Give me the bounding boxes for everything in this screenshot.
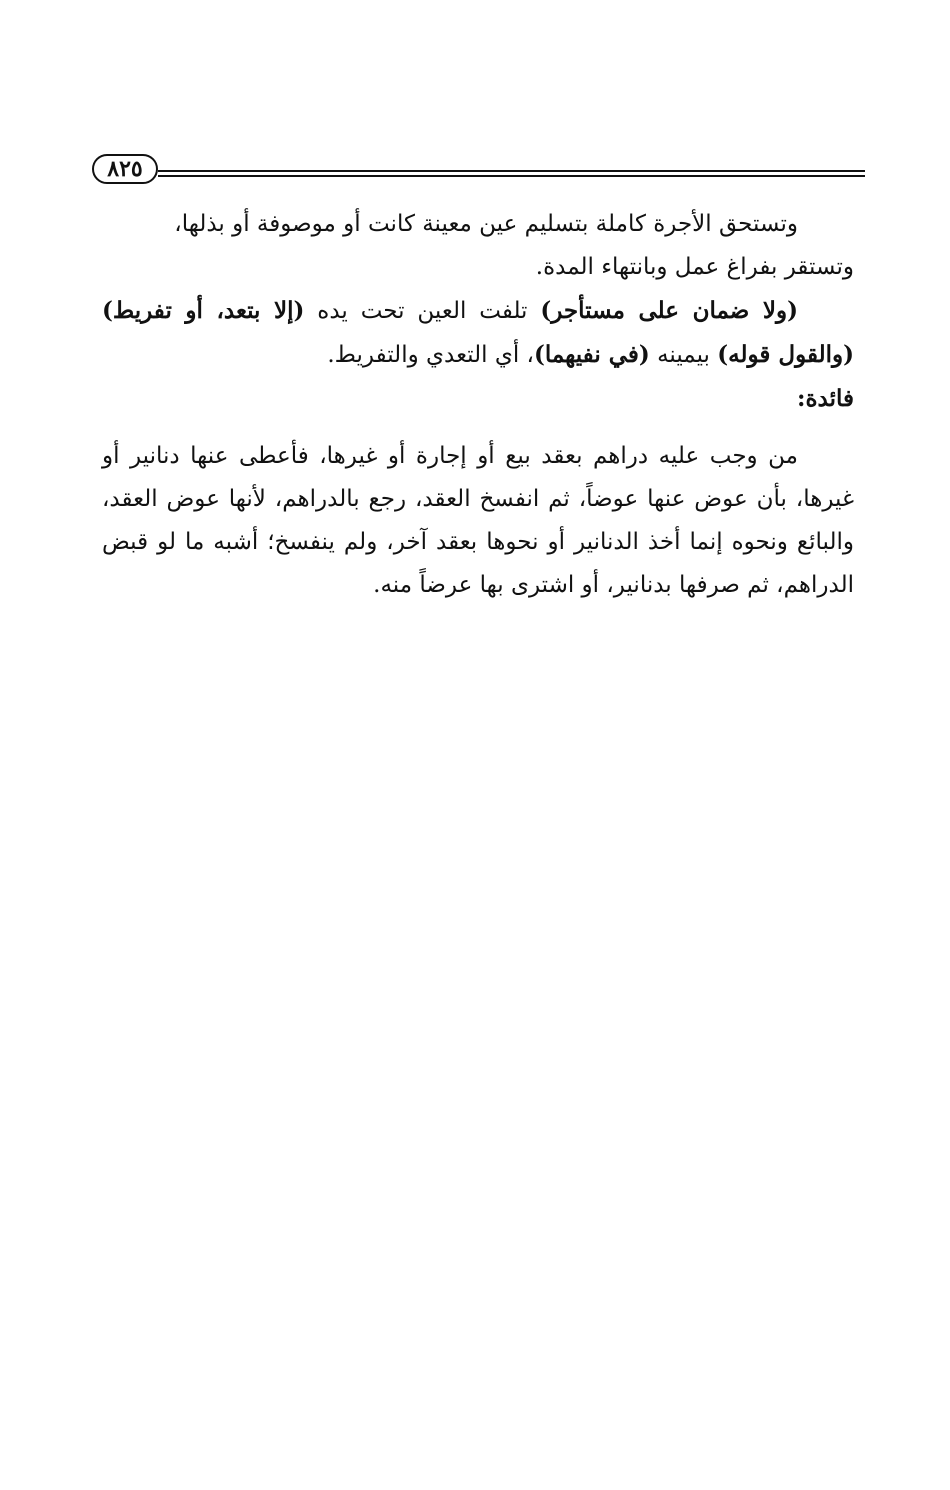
header-rule [158,170,865,177]
rent-due-line-2: وتستقر بفراغ عمل وبانتهاء المدة. [535,254,854,280]
page-number: ٨٢٥ [92,154,158,184]
page-header [92,148,865,190]
matn-denial: (في نفيهما) [533,341,650,368]
paragraph-rent-due [102,203,854,289]
paragraph-benefit: من وجب عليه دراهم بعقد بيع أو إجارة أو غيرها، فأعطى عنها دنانير أو غيرها، بأن عوض عنها عوضاً، ثم انفسخ العقد، رجع بالدراهم، لأنها عوض العقد، والبائع ونحوه إنما أخذ الدنانير أو نحوها بعقد آخر، ولم ينفسخ؛ أشبه ما لو قبض الدراهم، ثم صرفها بدنانير، أو اشترى بها عرضاً منه. [102,443,854,598]
paragraph-no-liability [102,289,854,377]
matn-exception: (إلا بتعد، أو تفريط) (والقول قوله) [102,297,854,368]
sharh-text-2: بيمينه [649,342,718,368]
sharh-text-3: ، أي التعدي والتفريط. [327,342,534,368]
rent-due-line-1: وتستحق الأجرة كاملة بتسليم عين معينة كانت أو موصوفة أو بذلها، [174,211,798,237]
matn-no-liability: (ولا ضمان على مستأجر) [540,297,798,324]
heading-benefit: فائدة: [796,385,854,412]
page-body [102,203,854,607]
sharh-text-1: تلفت العين تحت يده [304,298,541,324]
